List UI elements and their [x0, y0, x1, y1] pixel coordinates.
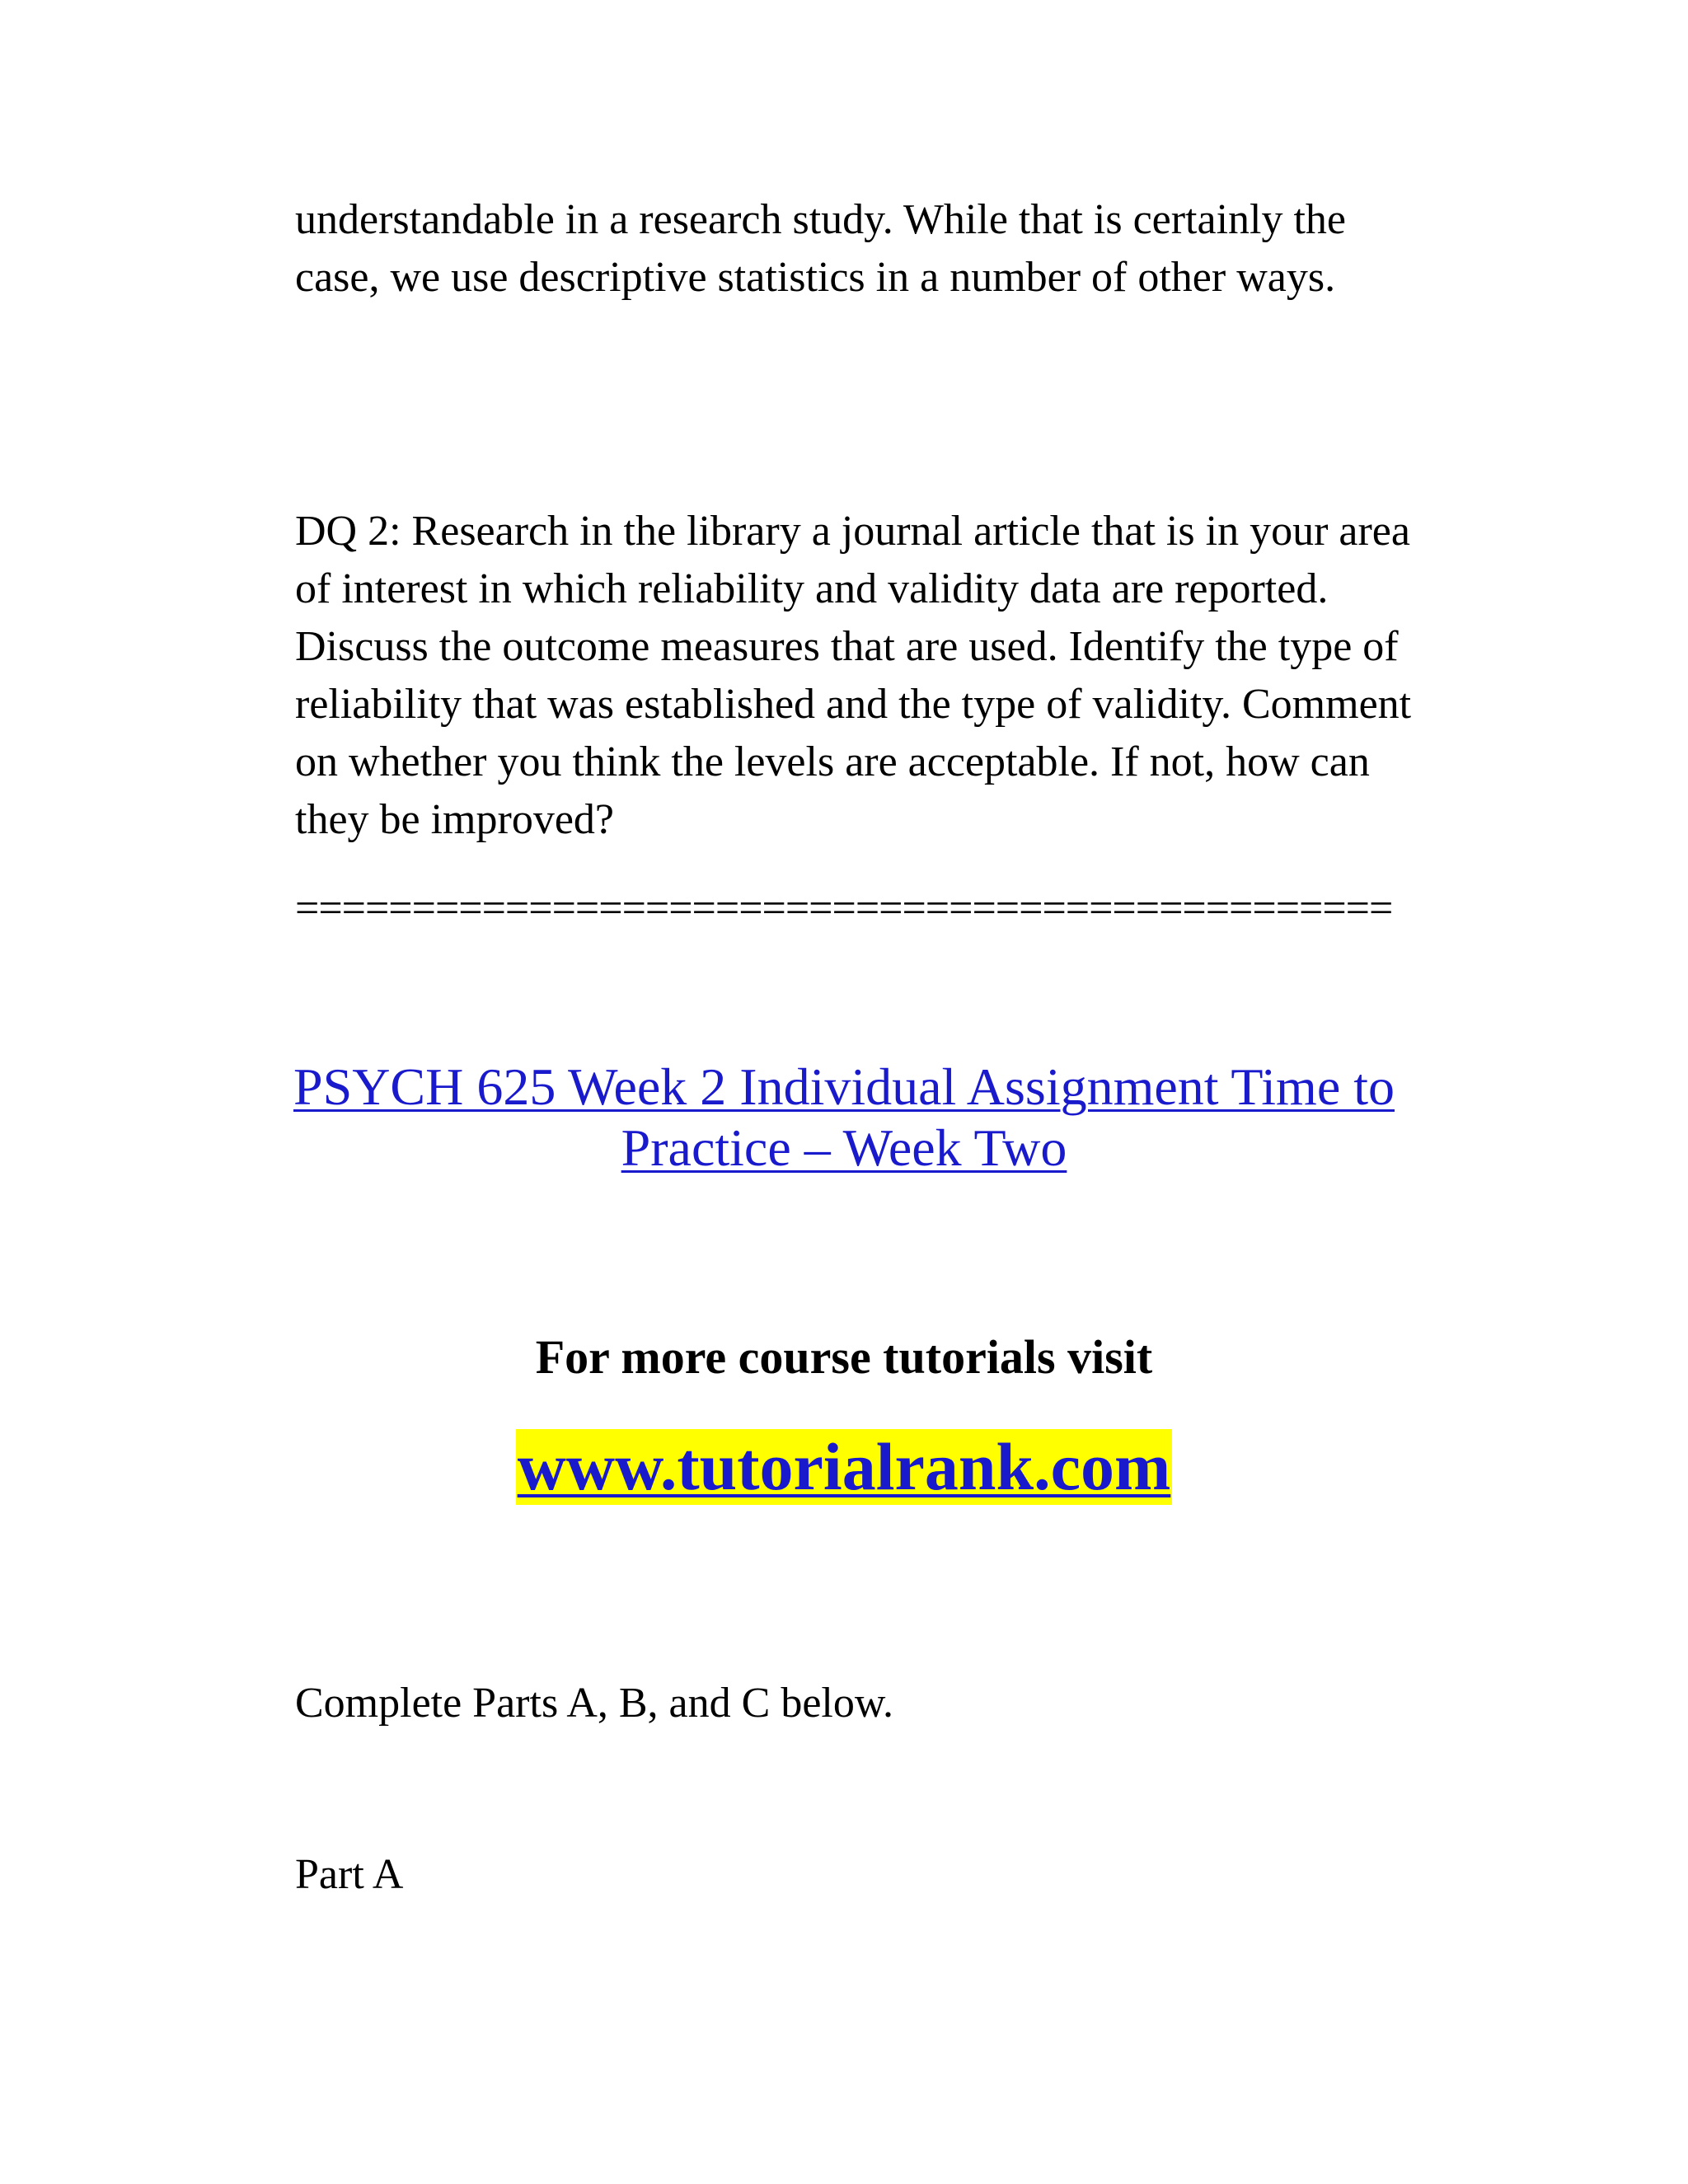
intro-paragraph: [295, 191, 1482, 307]
part-a-label: Part A: [295, 1851, 404, 1898]
dq2-line-5: on whether you think the levels are acceptable. If not, how can: [295, 738, 1370, 785]
promo-link-container: [0, 1429, 1688, 1505]
dq2-line-6: they be improved?: [295, 796, 614, 843]
dq2-line-3: Discuss the outcome measures that are used. Identify the type of: [295, 623, 1399, 670]
instructions-text: [295, 1675, 1482, 1732]
assignment-title-line-1: PSYCH 625 Week 2 Individual Assignment Time to: [293, 1057, 1395, 1116]
promo-heading: For more course tutorials visit: [535, 1330, 1153, 1384]
dq2-line-4: reliability that was established and the type of validity. Comment: [295, 681, 1412, 728]
separator-line: ===============================================: [295, 885, 1393, 932]
part-a-heading: [295, 1846, 1482, 1904]
tutorialrank-link[interactable]: www.tutorialrank.com: [517, 1429, 1171, 1504]
dq2-line-2: of interest in which reliability and validity data are reported.: [295, 565, 1329, 612]
assignment-title-line-2: Practice – Week Two: [621, 1118, 1067, 1177]
dq2-paragraph: [295, 503, 1482, 849]
assignment-title-link[interactable]: [0, 1057, 1688, 1179]
instructions-line: Complete Parts A, B, and C below.: [295, 1680, 894, 1727]
intro-line-1: understandable in a research study. While that is certainly the: [295, 196, 1346, 243]
intro-line-2: case, we use descriptive statistics in a number of other ways.: [295, 254, 1336, 301]
dq2-line-1: DQ 2: Research in the library a journal article that is in your area: [295, 508, 1410, 555]
